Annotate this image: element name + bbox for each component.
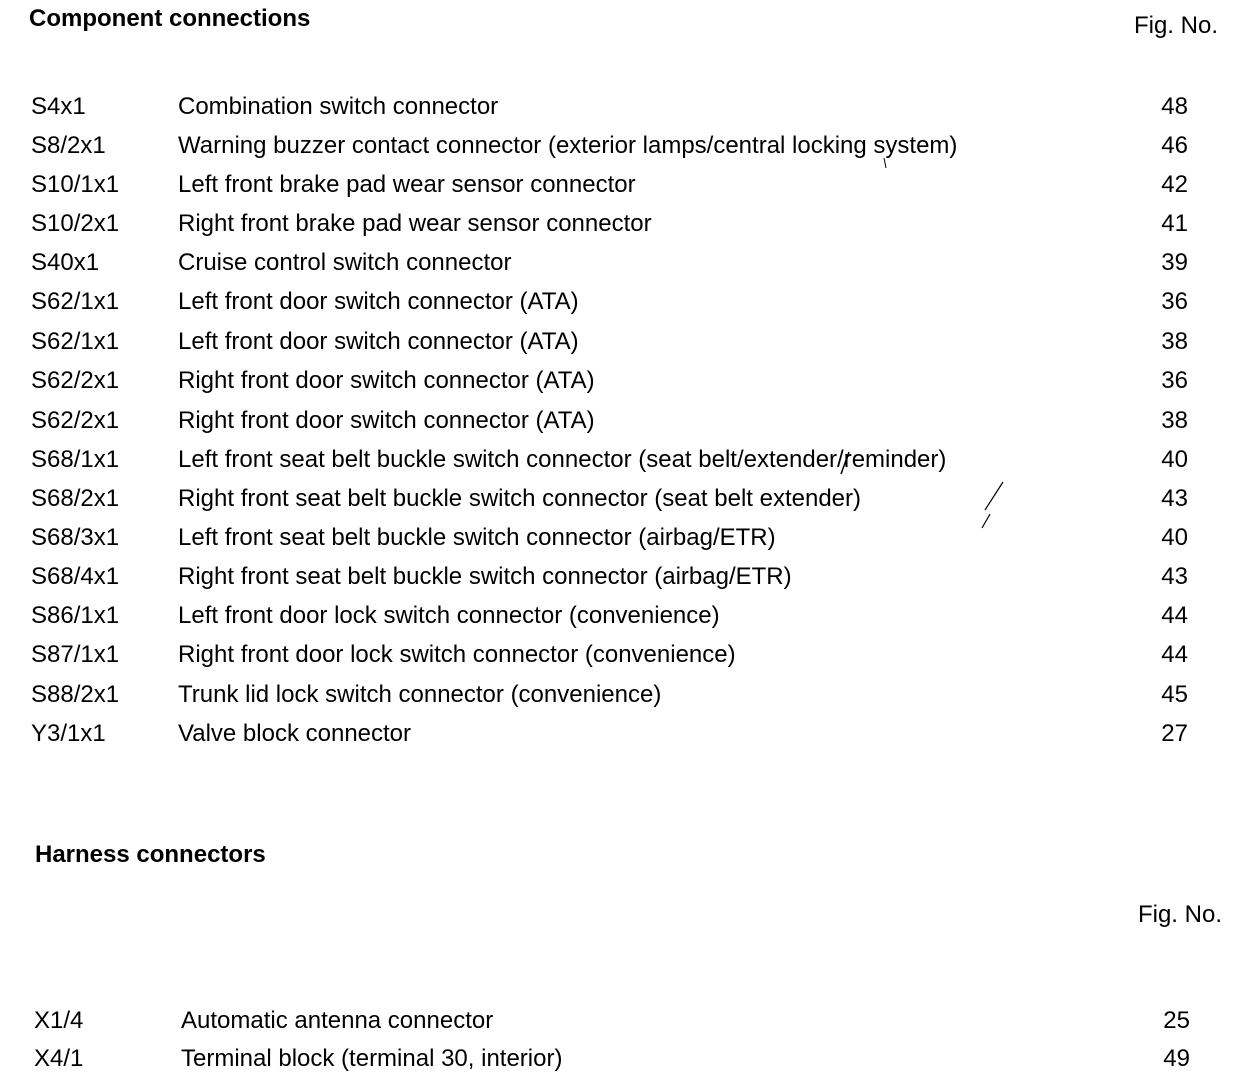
connector-code: S10/2x1 <box>31 210 120 237</box>
fig-number: 48 <box>1161 93 1188 120</box>
fig-number: 46 <box>1161 132 1188 159</box>
fig-number: 44 <box>1161 641 1188 668</box>
connector-description: Left front seat belt buckle switch connector (airbag/ETR) <box>178 524 776 551</box>
connector-code: S62/2x1 <box>31 407 120 434</box>
component-section-title: Component connections <box>29 5 311 32</box>
table-row <box>0 327 1248 357</box>
connector-code: S8/2x1 <box>31 132 106 159</box>
fig-number: 40 <box>1161 524 1188 551</box>
table-row <box>0 640 1248 670</box>
connector-description: Right front door switch connector (ATA) <box>178 367 595 394</box>
connector-code: S10/1x1 <box>31 171 120 198</box>
connector-code: S88/2x1 <box>31 681 120 708</box>
table-row <box>0 131 1248 161</box>
connector-description: Left front brake pad wear sensor connector <box>178 171 636 198</box>
table-row <box>0 680 1248 710</box>
fig-number: 38 <box>1161 407 1188 434</box>
connector-description: Right front seat belt buckle switch connector (seat belt extender) <box>178 485 862 512</box>
connector-code: S68/3x1 <box>31 524 120 551</box>
connector-description: Trunk lid lock switch connector (convenience) <box>178 681 662 708</box>
connector-code: S62/1x1 <box>31 288 120 315</box>
connector-description: Right front door switch connector (ATA) <box>178 407 595 434</box>
table-row <box>0 484 1248 514</box>
fig-number: 43 <box>1161 563 1188 590</box>
connector-code: S4x1 <box>31 93 86 120</box>
table-row <box>0 1006 1248 1036</box>
table-row <box>0 92 1248 122</box>
connector-code: S40x1 <box>31 249 100 276</box>
fig-number: 49 <box>1163 1045 1190 1072</box>
fig-number: 42 <box>1161 171 1188 198</box>
connector-description: Terminal block (terminal 30, interior) <box>181 1045 563 1072</box>
fig-number: 39 <box>1161 249 1188 276</box>
table-row <box>0 248 1248 278</box>
connector-description: Right front door lock switch connector (convenience) <box>178 641 736 668</box>
table-row <box>0 445 1248 475</box>
table-row <box>0 523 1248 553</box>
table-row <box>0 287 1248 317</box>
fig-number: 25 <box>1163 1007 1190 1034</box>
connector-code: S62/2x1 <box>31 367 120 394</box>
table-row <box>0 406 1248 436</box>
connector-code: S86/1x1 <box>31 602 120 629</box>
fig-number: 38 <box>1161 328 1188 355</box>
connector-description: Warning buzzer contact connector (exterior lamps/central locking system) <box>178 132 958 159</box>
connector-description: Right front seat belt buckle switch connector (airbag/ETR) <box>178 563 792 590</box>
connector-description: Right front brake pad wear sensor connector <box>178 210 652 237</box>
connector-code: S68/4x1 <box>31 563 120 590</box>
fig-number: 36 <box>1161 288 1188 315</box>
connector-description: Left front door switch connector (ATA) <box>178 288 579 315</box>
connector-description: Combination switch connector <box>178 93 499 120</box>
table-row <box>0 601 1248 631</box>
connector-description: Cruise control switch connector <box>178 249 512 276</box>
component-fig-no-header: Fig. No. <box>1133 12 1218 39</box>
connector-description: Left front door switch connector (ATA) <box>178 328 579 355</box>
fig-number: 44 <box>1161 602 1188 629</box>
fig-number: 41 <box>1161 210 1188 237</box>
table-row <box>0 209 1248 239</box>
table-row <box>0 1044 1248 1074</box>
fig-number: 36 <box>1161 367 1188 394</box>
table-row <box>0 719 1248 749</box>
connector-code: X4/1 <box>34 1045 84 1072</box>
connector-code: S87/1x1 <box>31 641 120 668</box>
connector-code: S68/1x1 <box>31 446 120 473</box>
fig-number: 45 <box>1161 681 1188 708</box>
table-row <box>0 170 1248 200</box>
fig-number: 43 <box>1161 485 1188 512</box>
connector-description: Valve block connector <box>178 720 412 747</box>
connector-description: Left front seat belt buckle switch connector (seat belt/extender/reminder) <box>178 446 947 473</box>
harness-fig-no-header: Fig. No. <box>1137 901 1222 928</box>
connector-code: S62/1x1 <box>31 328 120 355</box>
connector-code: Y3/1x1 <box>31 720 106 747</box>
connector-description: Automatic antenna connector <box>181 1007 494 1034</box>
fig-number: 40 <box>1161 446 1188 473</box>
table-row <box>0 366 1248 396</box>
table-row <box>0 562 1248 592</box>
connector-code: X1/4 <box>34 1007 84 1034</box>
fig-number: 27 <box>1161 720 1188 747</box>
connector-code: S68/2x1 <box>31 485 120 512</box>
harness-section-title: Harness connectors <box>35 841 266 868</box>
connector-description: Left front door lock switch connector (convenience) <box>178 602 720 629</box>
